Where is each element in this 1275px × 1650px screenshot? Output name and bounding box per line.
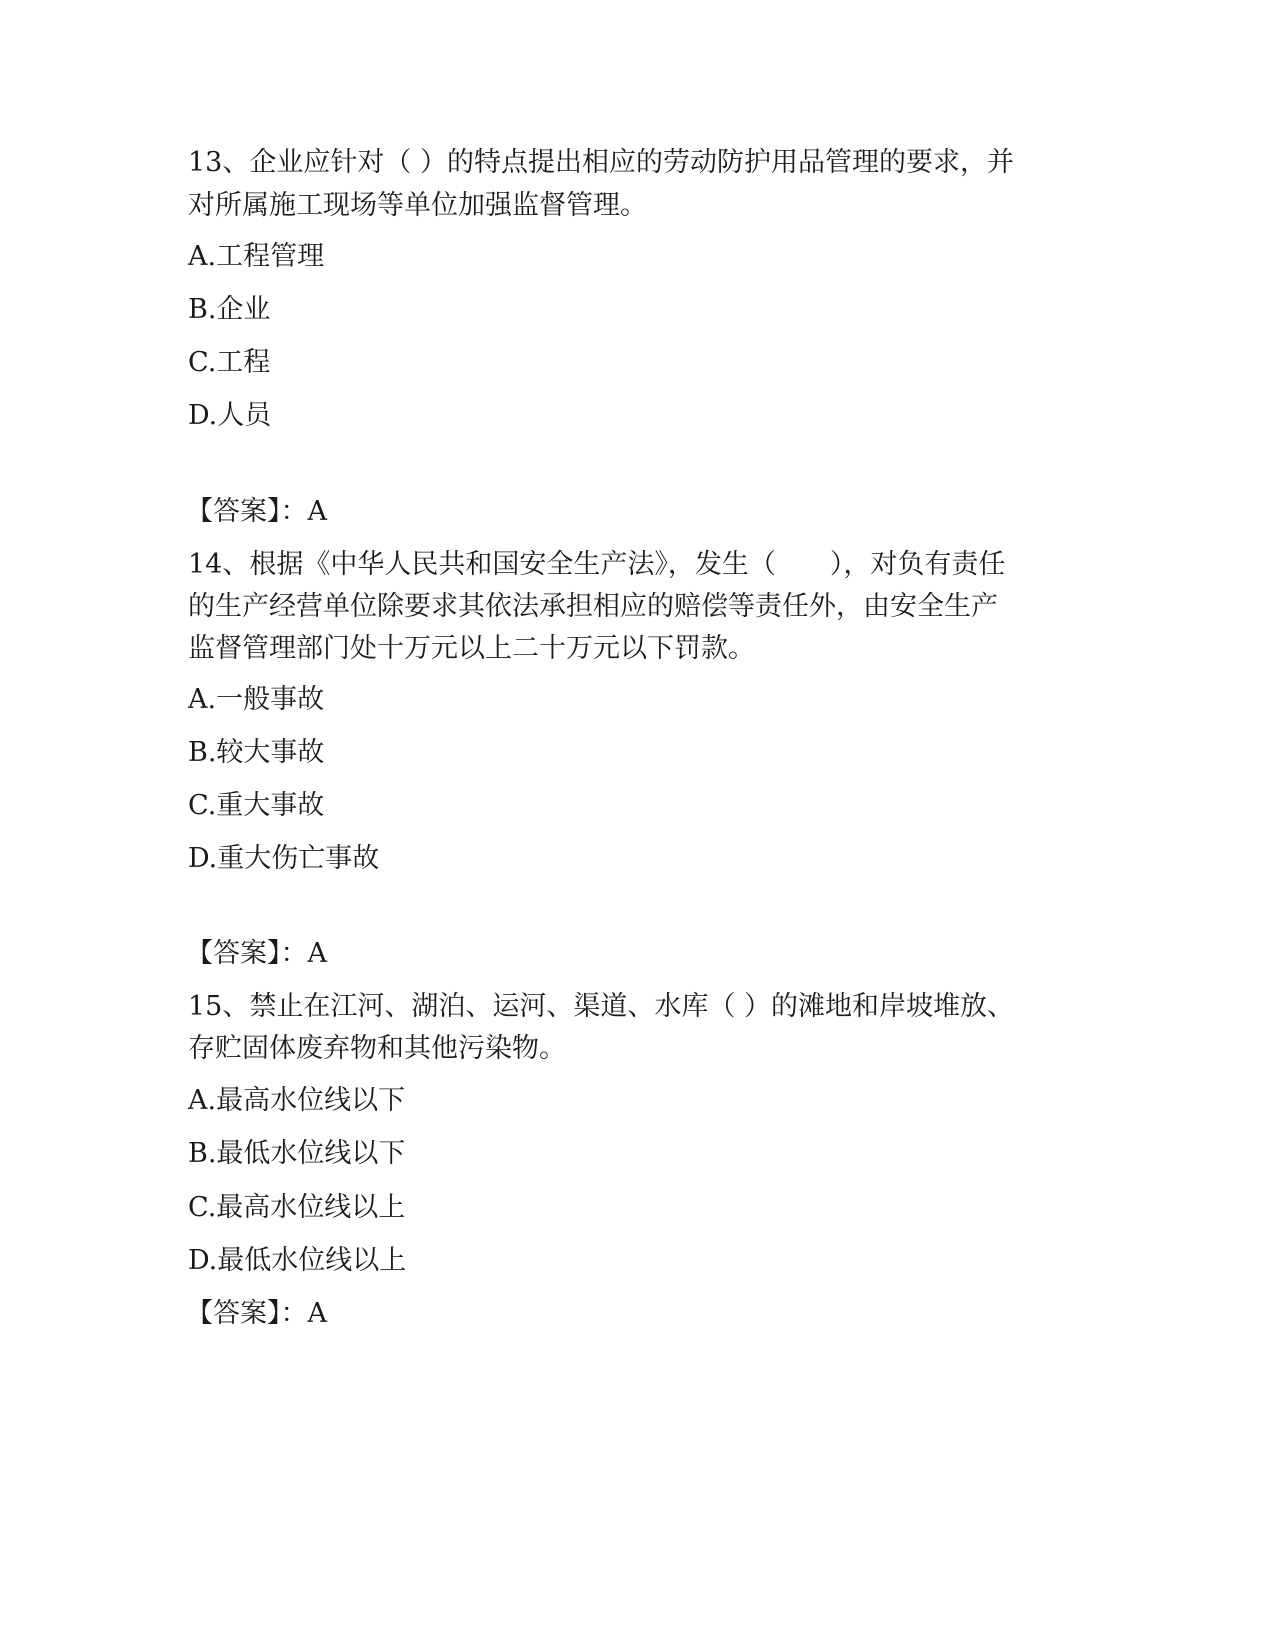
answer-label: 【答案】：A <box>186 496 327 527</box>
option-a: A.最高水位线以下 <box>188 1085 406 1116</box>
option-a: A.一般事故 <box>188 684 325 715</box>
question-stem-line: 的生产经营单位除要求其依法承担相应的赔偿等责任外，由安全生产 <box>188 591 998 622</box>
question-stem-line: 对所属施工现场等单位加强监督管理。 <box>188 190 647 221</box>
option-d: D.最低水位线以上 <box>188 1245 407 1276</box>
option-c: C.重大事故 <box>188 790 325 821</box>
question-stem-line: 13、企业应针对（ ）的特点提出相应的劳动防护用品管理的要求，并 <box>188 147 1014 178</box>
option-c: C.最高水位线以上 <box>188 1192 406 1223</box>
option-b: B.较大事故 <box>188 737 325 768</box>
option-d: D.重大伤亡事故 <box>188 843 380 874</box>
answer-label: 【答案】：A <box>186 938 327 969</box>
question-stem-line: 存贮固体废弃物和其他污染物。 <box>188 1033 566 1064</box>
option-b: B.企业 <box>188 294 271 325</box>
option-a: A.工程管理 <box>188 241 325 272</box>
option-d: D.人员 <box>188 400 272 431</box>
option-c: C.工程 <box>188 347 271 378</box>
answer-label: 【答案】：A <box>186 1298 327 1329</box>
question-stem-line: 14、根据《中华人民共和国安全生产法》，发生（ ），对负有责任 <box>188 549 1006 580</box>
option-b: B.最低水位线以下 <box>188 1138 406 1169</box>
question-stem-line: 监督管理部门处十万元以上二十万元以下罚款。 <box>188 633 755 664</box>
question-stem-line: 15、禁止在江河、湖泊、运河、渠道、水库（ ）的滩地和岸坡堆放、 <box>188 991 1014 1022</box>
